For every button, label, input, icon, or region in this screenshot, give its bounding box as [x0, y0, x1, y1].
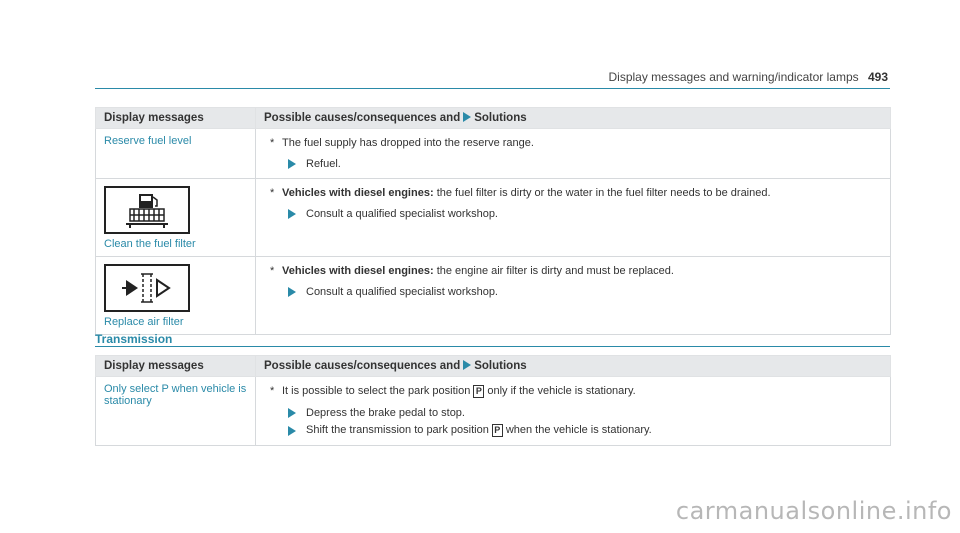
section-title-transmission: Transmission — [95, 332, 173, 346]
col-header-display-messages: Display messages — [96, 356, 256, 377]
park-position-icon: P — [473, 385, 484, 398]
solution-arrow-icon — [463, 360, 471, 370]
col-header-causes: Possible causes/consequences and Solutions — [256, 356, 891, 377]
table-row — [96, 179, 891, 257]
cause-bold: Vehicles with diesel engines: — [282, 187, 434, 199]
running-head — [609, 70, 889, 84]
solution-arrow-icon — [288, 287, 296, 297]
table-header-row — [96, 108, 891, 129]
park-position-icon: P — [492, 424, 503, 437]
table-header-row — [96, 356, 891, 377]
footnote-star: * — [270, 137, 275, 149]
message-cell — [96, 377, 256, 446]
fuel-messages-table — [95, 107, 891, 335]
cause-cell: * It is possible to select the park position P only if the vehicle is stationary. Depress the brake pedal to stop. Shift the transmission to park position P when the vehicle is stationary. — [256, 377, 891, 446]
footnote-star: * — [270, 385, 275, 397]
watermark: carmanualsonline.info — [675, 497, 952, 525]
solution-arrow-icon — [463, 112, 471, 122]
cause-cell — [256, 257, 891, 335]
cause-cell — [256, 179, 891, 257]
cause-text: the engine air filter is dirty and must be replaced. — [436, 265, 674, 277]
running-title: Display messages and warning/indicator lamps — [608, 70, 859, 84]
solution-step: Depress the brake pedal to stop. — [288, 407, 882, 419]
col-header-display-messages: Display messages — [96, 108, 256, 129]
cause-text: The fuel supply has dropped into the reserve range. — [282, 137, 534, 149]
message-clean-fuel-filter[interactable]: Clean the fuel filter — [104, 238, 196, 250]
table-row — [96, 257, 891, 335]
table-row — [96, 377, 891, 446]
message-reserve-fuel[interactable]: Reserve fuel level — [104, 135, 192, 147]
solution-arrow-icon — [288, 426, 296, 436]
solution-step: Shift the transmission to park position P when the vehicle is stationary. — [288, 424, 882, 437]
message-replace-air-filter[interactable]: Replace air filter — [104, 316, 184, 328]
message-cell — [96, 129, 256, 179]
message-cell — [96, 257, 256, 335]
solution-step: Consult a qualified specialist workshop. — [288, 286, 882, 298]
message-select-p-stationary[interactable]: Only select P when vehicle is stationary — [104, 383, 247, 407]
cause-text: It is possible to select the park position — [282, 385, 471, 397]
cause-text: the fuel filter is dirty or the water in the fuel filter needs to be drained. — [436, 187, 771, 199]
solution-step: Consult a qualified specialist workshop. — [288, 208, 882, 220]
message-cell — [96, 179, 256, 257]
section-rule — [95, 346, 890, 347]
air-filter-icon — [104, 264, 190, 312]
page-number: 493 — [867, 70, 888, 84]
solution-arrow-icon — [288, 408, 296, 418]
cause-bold: Vehicles with diesel engines: — [282, 265, 434, 277]
solution-arrow-icon — [288, 209, 296, 219]
col-header-causes: Possible causes/consequences and Solutions — [256, 108, 891, 129]
header-rule — [95, 88, 890, 89]
solution-arrow-icon — [288, 159, 296, 169]
table-row — [96, 129, 891, 179]
footnote-star: * — [270, 265, 275, 277]
transmission-messages-table — [95, 355, 891, 446]
footnote-star: * — [270, 187, 275, 199]
cause-cell — [256, 129, 891, 179]
fuel-filter-icon — [104, 186, 190, 234]
solution-step: Refuel. — [288, 158, 882, 170]
